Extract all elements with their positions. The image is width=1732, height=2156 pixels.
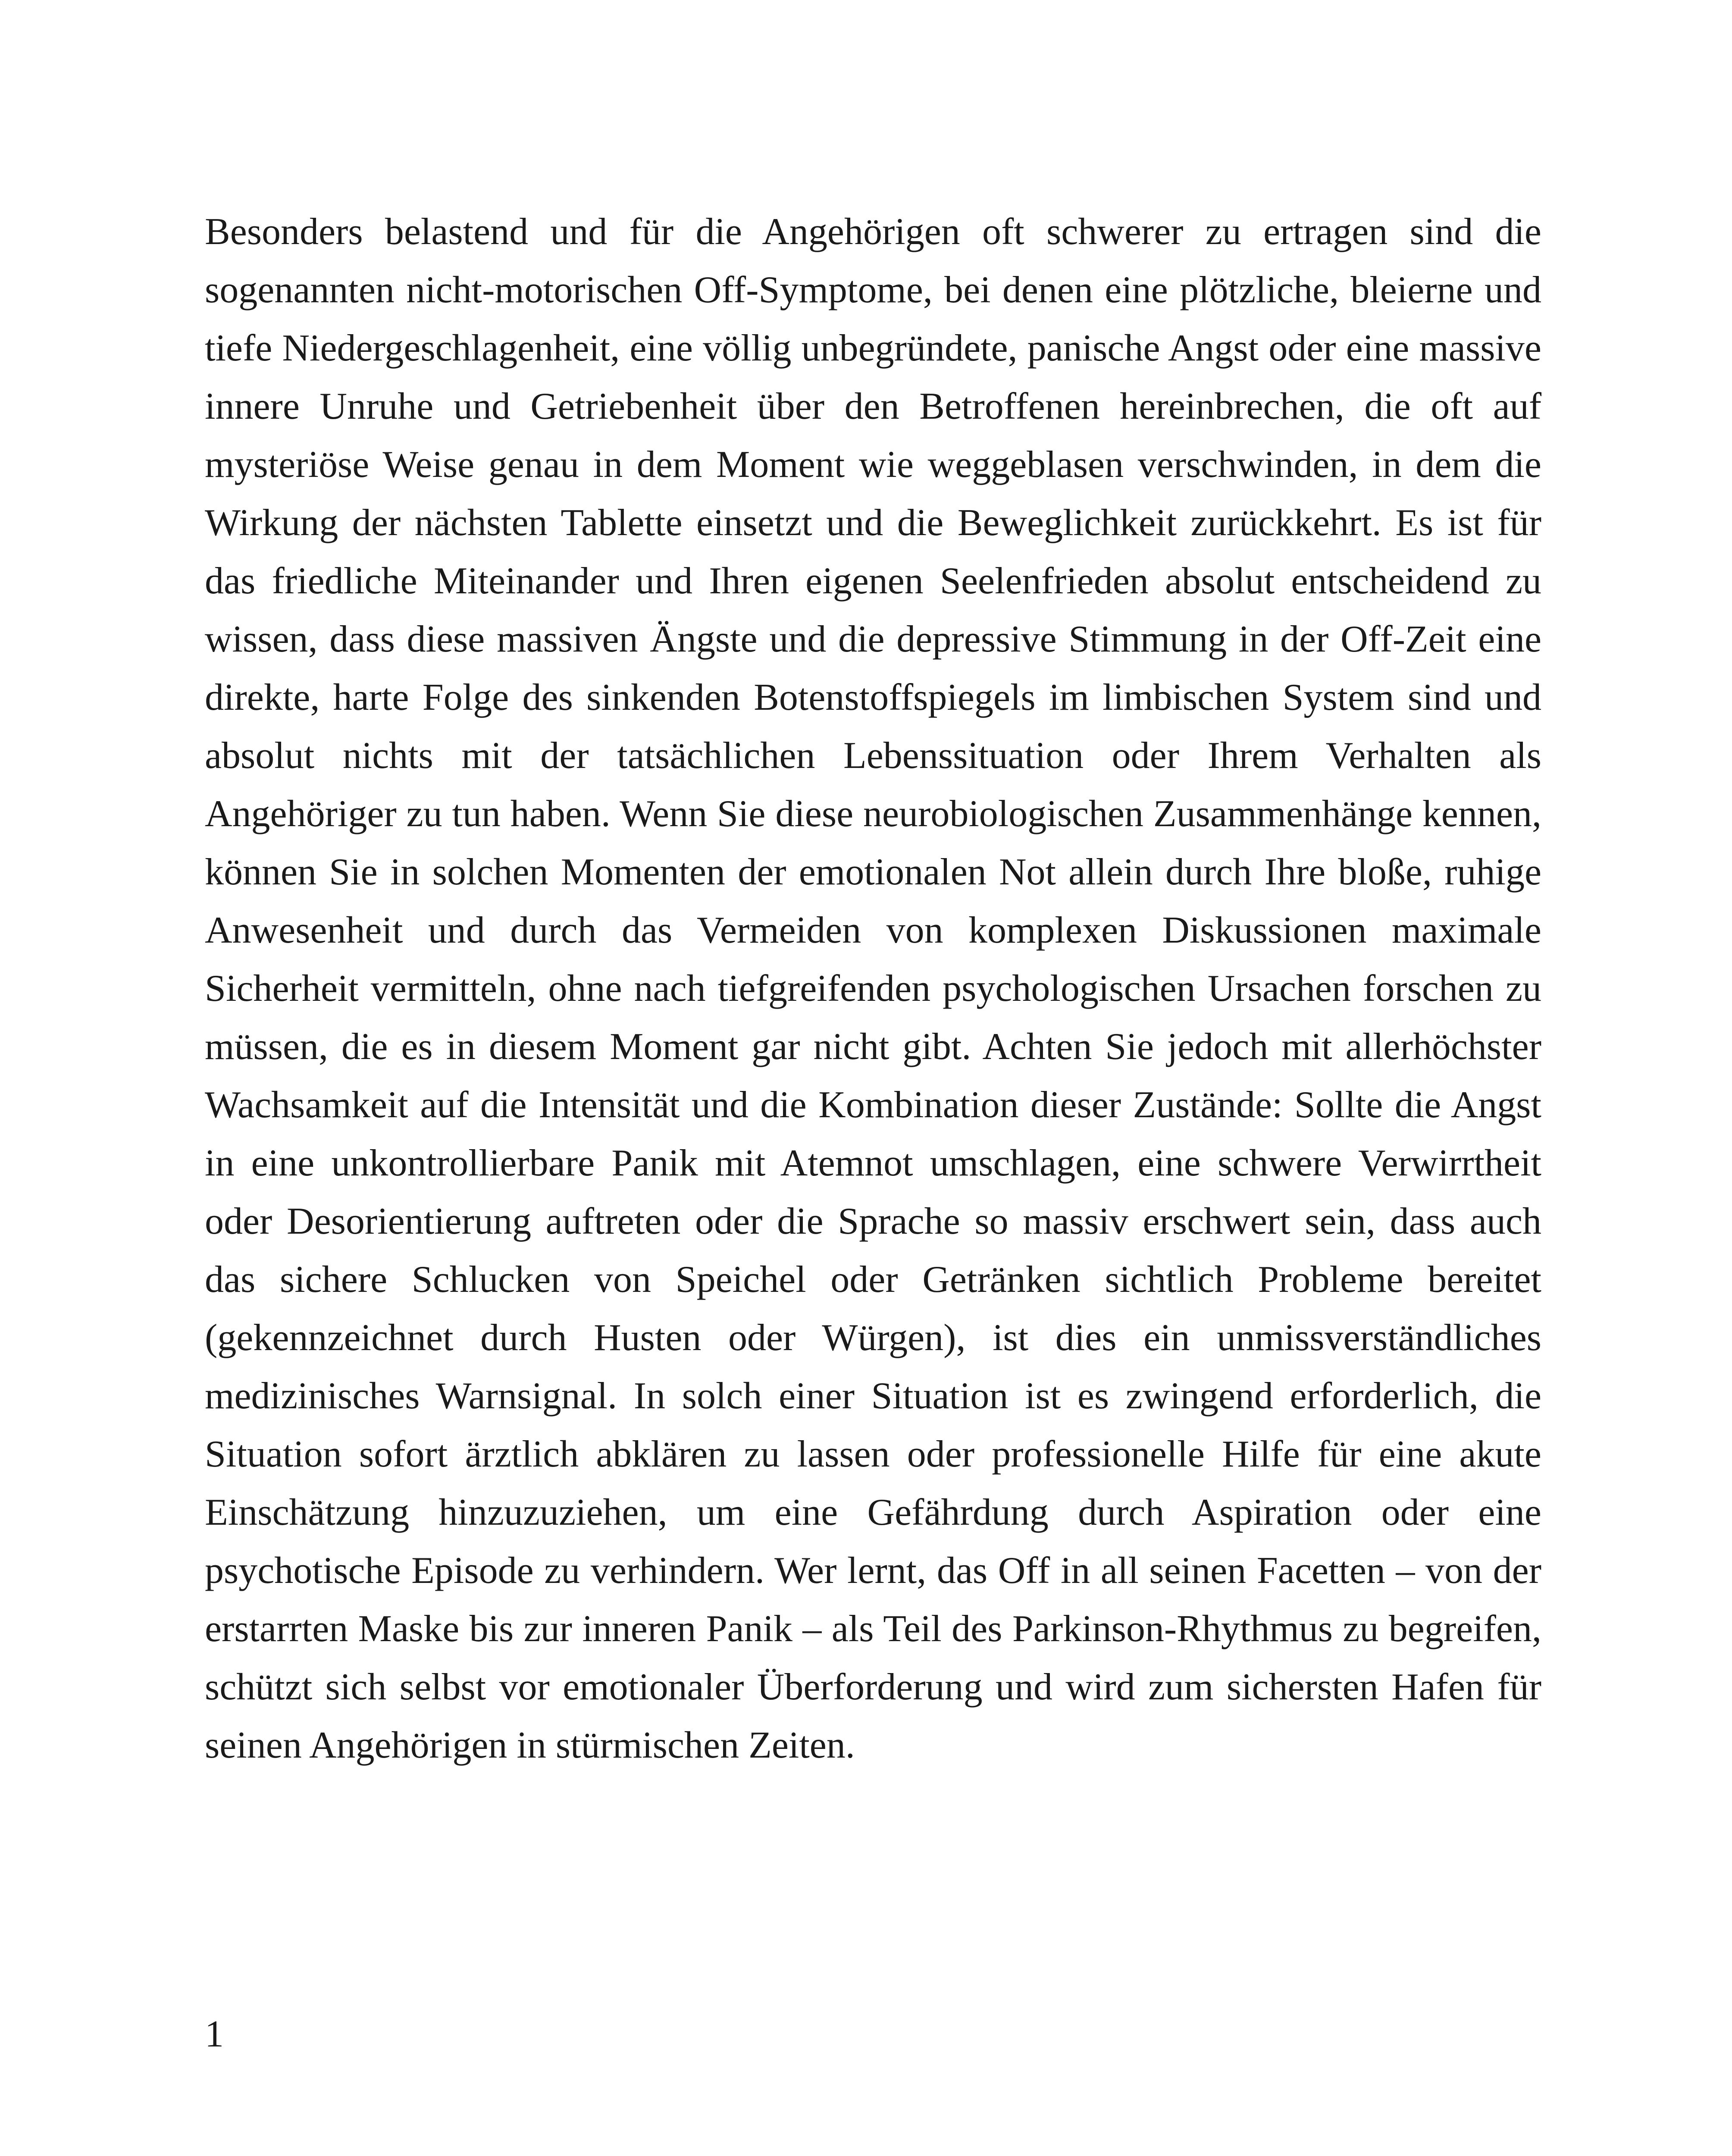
page-number: 1: [205, 2013, 224, 2055]
body-paragraph: Besonders belastend und für die Angehörigen oft schwerer zu ertragen sind die sogenannten nicht-motorischen Off-Symptome, bei denen eine plötzliche, bleierne und tiefe Niedergeschlagenheit, eine völlig unbegründete, panische Angst oder eine massive innere Unruhe und Getriebenheit über den Betroffenen hereinbrechen, die oft auf mysteriöse Weise genau in dem Moment wie weggeblasen verschwinden, in dem die Wirkung der nächsten Tablette einsetzt und die Beweglichkeit zurückkehrt. Es ist für das friedliche Miteinander und Ihren eigenen Seelenfrieden absolut entscheidend zu wissen, dass diese massiven Ängste und die depressive Stimmung in der Off-Zeit eine direkte, harte Folge des sinkenden Botenstoffspiegels im limbischen System sind und absolut nichts mit der tatsächlichen Lebenssituation oder Ihrem Verhalten als Angehöriger zu tun haben. Wenn Sie diese neurobiologischen Zusammenhänge kennen, können Sie in solchen Momenten der emotionalen Not allein durch Ihre bloße, ruhige Anwesenheit und durch das Vermeiden von komplexen Diskussionen maximale Sicherheit vermitteln, ohne nach tiefgreifenden psychologischen Ursachen forschen zu müssen, die es in diesem Moment gar nicht gibt. Achten Sie jedoch mit allerhöchster Wachsamkeit auf die Intensität und die Kombination dieser Zustände: Sollte die Angst in eine unkontrollierbare Panik mit Atemnot umschlagen, eine schwere Verwirrtheit oder Desorientierung auftreten oder die Sprache so massiv erschwert sein, dass auch das sichere Schlucken von Speichel oder Getränken sichtlich Probleme bereitet (gekennzeichnet durch Husten oder Würgen), ist dies ein unmissverständliches medizinisches Warnsignal. In solch einer Situation ist es zwingend erforderlich, die Situation sofort ärztlich abklären zu lassen oder professionelle Hilfe für eine akute Einschätzung hinzuzuziehen, um eine Gefährdung durch Aspiration oder eine psychotische Episode zu verhindern. Wer lernt, das Off in all seinen Facetten – von der erstarrten Maske bis zur inneren Panik – als Teil des Parkinson-Rhythmus zu begreifen, schützt sich selbst vor emotionaler Überforderung und wird zum sichersten Hafen für seinen Angehörigen in stürmischen Zeiten.: [205, 211, 1541, 1766]
